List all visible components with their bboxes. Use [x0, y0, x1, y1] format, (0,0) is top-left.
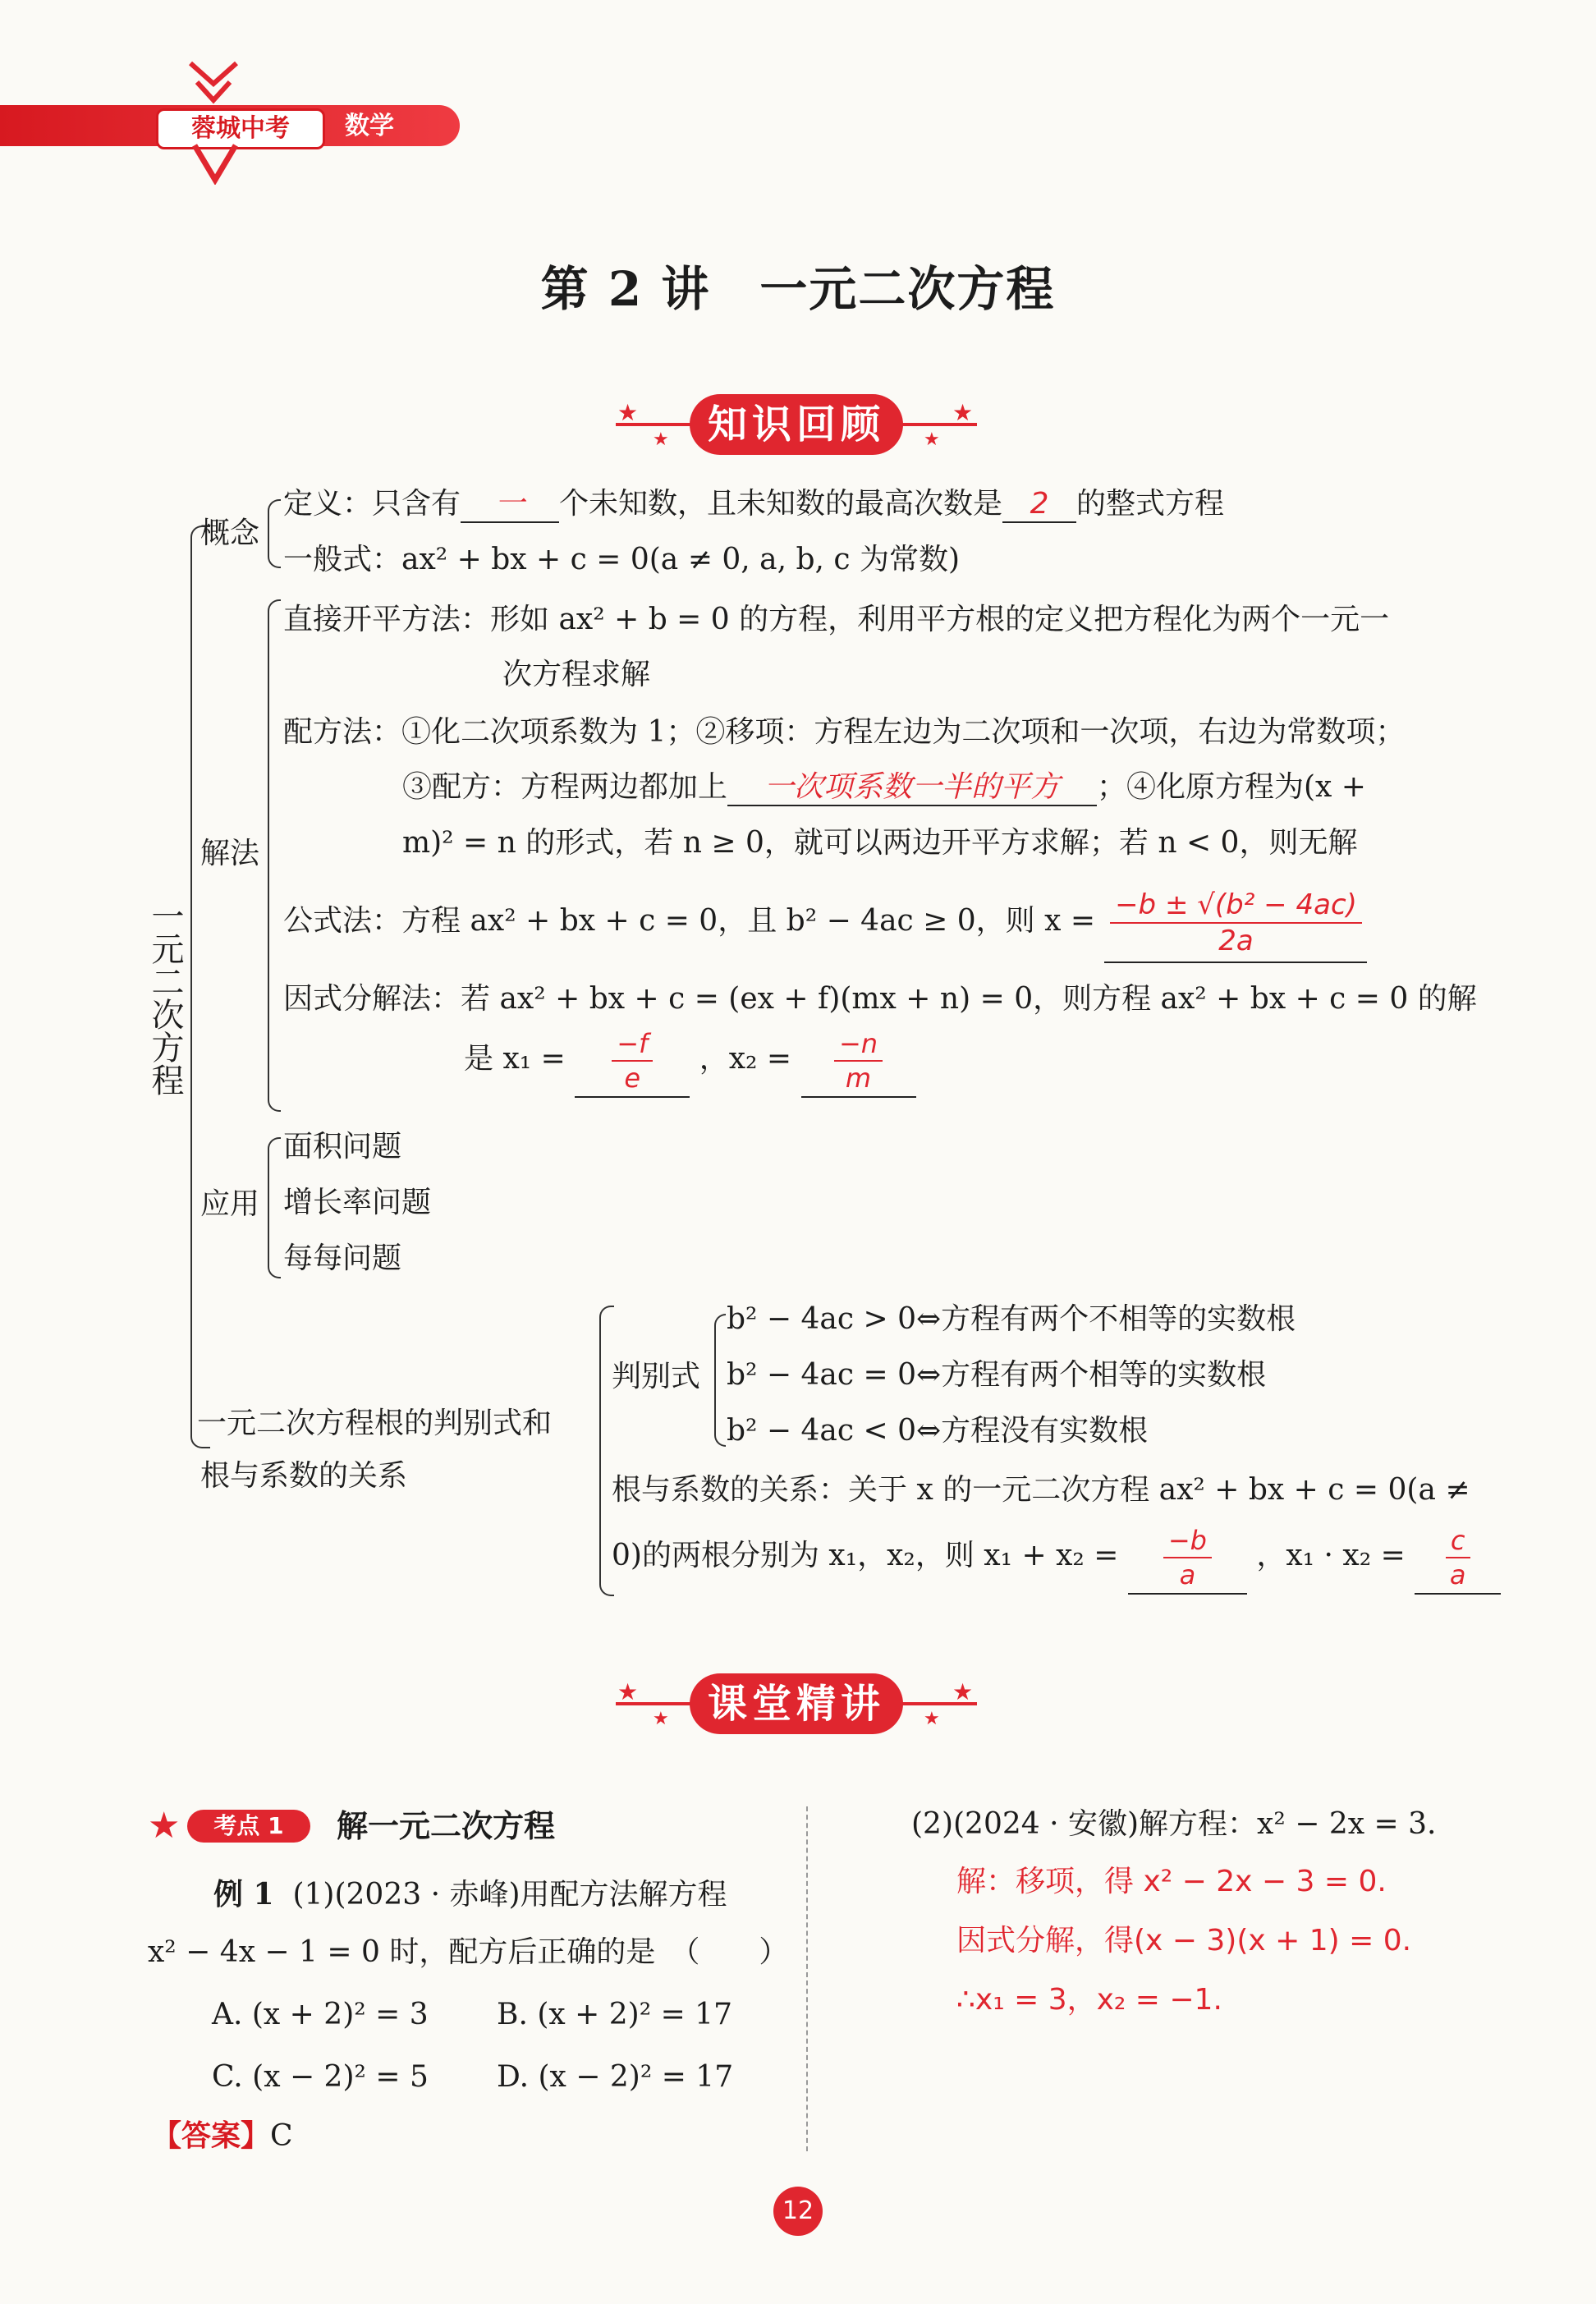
blank-x2: $\frac{-n}{m}$	[801, 1030, 916, 1098]
topic-title: 解一元二次方程	[337, 1807, 556, 1844]
option-d: D. (x − 2)² = 17	[497, 2060, 734, 2094]
option-b: B. (x + 2)² = 17	[497, 1998, 732, 2031]
completing-square-line2: ③配方：方程两边都加上 一次项系数一半的平方 ；④化原方程为(x +	[402, 769, 1366, 806]
factoring-line1: 因式分解法：若 ax² + bx + c = (ex + f)(mx + n) = 0，则方程 ax² + bx + c = 0 的解	[283, 982, 1477, 1016]
application-item: 每每问题	[283, 1241, 402, 1275]
header-subject: 数学	[345, 112, 394, 140]
application-label: 应用	[200, 1187, 260, 1221]
concept-label: 概念	[200, 516, 260, 550]
option-a: A. (x + 2)² = 3	[212, 1998, 429, 2031]
logo-chevron-icon	[189, 59, 238, 108]
quadratic-formula: 公式法：方程 ax² + bx + c = 0，且 b² − 4ac ≥ 0，则 x = $\frac{\text{−b ± √(b² − 4ac)}}{2a}$	[283, 891, 1367, 963]
discriminant-inner-brace	[714, 1314, 726, 1447]
banner-text: 课堂精讲	[690, 1673, 903, 1734]
section-banner-review	[608, 388, 985, 461]
example1-line2: x² − 4x − 1 = 0 时，配方后正确的是 （ ）	[148, 1935, 789, 1969]
direct-root-line1: 直接开平方法：形如 ax² + b = 0 的方程，利用平方根的定义把方程化为两个一元一	[283, 603, 1390, 636]
methods-label: 解法	[200, 837, 260, 870]
section-banner-lecture	[608, 1667, 985, 1741]
methods-brace	[268, 599, 281, 1112]
completing-square-line1: 配方法：①化二次项系数为 1；②移项：方程左边为二次项和一次项，右边为常数项；	[283, 715, 1406, 749]
header-brand: 蓉城中考	[156, 108, 325, 149]
discriminant-label: 判别式	[612, 1360, 701, 1393]
concept-general-form: 一般式：ax² + bx + c = 0(a ≠ 0, a, b, c 为常数)	[283, 543, 961, 576]
application-item: 增长率问题	[283, 1186, 432, 1219]
logo-v-icon	[190, 144, 240, 188]
discriminant-case: b² − 4ac < 0⇔方程没有实数根	[727, 1414, 1149, 1448]
svg-text:★: ★	[617, 399, 639, 426]
completing-square-line3: m)² = n 的形式，若 n ≥ 0，就可以两边开平方求解；若 n < 0，则无解	[402, 826, 1358, 860]
discriminant-case: b² − 4ac > 0⇔方程有两个不相等的实数根	[727, 1302, 1296, 1336]
application-brace	[268, 1137, 281, 1278]
factoring-line2: 是 x₁ = $\frac{-f}{e}$ ，x₂ = $\frac{-n}{m}$	[464, 1030, 916, 1098]
blank-root-product: $\frac{c}{a}$	[1415, 1527, 1501, 1595]
solution-step: 因式分解，得(x − 3)(x + 1) = 0.	[956, 1924, 1412, 1957]
topic-badge: 考点 1	[187, 1810, 310, 1843]
star-person-icon: ★	[148, 1805, 181, 1847]
banner-text: 知识回顾	[690, 394, 903, 455]
column-divider	[806, 1806, 808, 2151]
svg-text:★: ★	[653, 1709, 669, 1729]
direct-root-line2: 次方程求解	[502, 658, 651, 691]
example-label: 例 1	[213, 1877, 274, 1912]
svg-text:★: ★	[924, 1709, 940, 1729]
vieta-line2: 0)的两根分别为 x₁，x₂，则 x₁ + x₂ = $\frac{-b}{a}$ ，x₁ · x₂ = $\frac{c}{a}$	[612, 1527, 1501, 1595]
svg-text:★: ★	[952, 1678, 974, 1705]
example2-question: (2)(2024 · 安徽)解方程：x² − 2x = 3.	[911, 1807, 1437, 1841]
page-number: 12	[773, 2187, 823, 2236]
blank-complete-square: 一次项系数一半的平方	[727, 769, 1097, 806]
svg-text:★: ★	[617, 1678, 639, 1705]
blank-root-sum: $\frac{-b}{a}$	[1128, 1527, 1247, 1595]
answer: 【答案】C	[152, 2118, 293, 2153]
root-label: 一元二次方程	[146, 899, 184, 1096]
root-brace	[190, 526, 210, 1448]
page-title: 第 2 讲 一元二次方程	[540, 261, 1056, 317]
blank-unknown-count: 一	[461, 486, 559, 523]
concept-definition: 定义：只含有 一 个未知数，且未知数的最高次数是 2 的整式方程	[283, 486, 1224, 523]
concept-brace	[268, 499, 281, 568]
discriminant-case: b² − 4ac = 0⇔方程有两个相等的实数根	[727, 1358, 1267, 1392]
svg-text:★: ★	[952, 399, 974, 426]
svg-text:★: ★	[924, 429, 940, 450]
discriminant-branch-label-1: 一元二次方程根的判别式和	[197, 1407, 553, 1440]
application-item: 面积问题	[283, 1130, 402, 1163]
discriminant-branch-label-2: 根与系数的关系	[200, 1459, 408, 1493]
svg-text:★: ★	[653, 429, 669, 450]
vieta-line1: 根与系数的关系：关于 x 的一元二次方程 ax² + bx + c = 0(a ≠	[612, 1473, 1470, 1507]
solution-step: 解：移项，得 x² − 2x − 3 = 0.	[956, 1865, 1387, 1898]
blank-highest-degree: 2	[1002, 486, 1076, 523]
blank-quadratic-formula: $\frac{\text{−b ± √(b² − 4ac)}}{2a}$	[1104, 891, 1367, 963]
option-c: C. (x − 2)² = 5	[212, 2060, 429, 2094]
example1-line1: 例 1 (1)(2023 · 赤峰)用配方法解方程	[213, 1877, 727, 1912]
solution-step: ∴x₁ = 3，x₂ = −1.	[956, 1983, 1222, 2017]
blank-x1: $\frac{-f}{e}$	[575, 1030, 690, 1098]
